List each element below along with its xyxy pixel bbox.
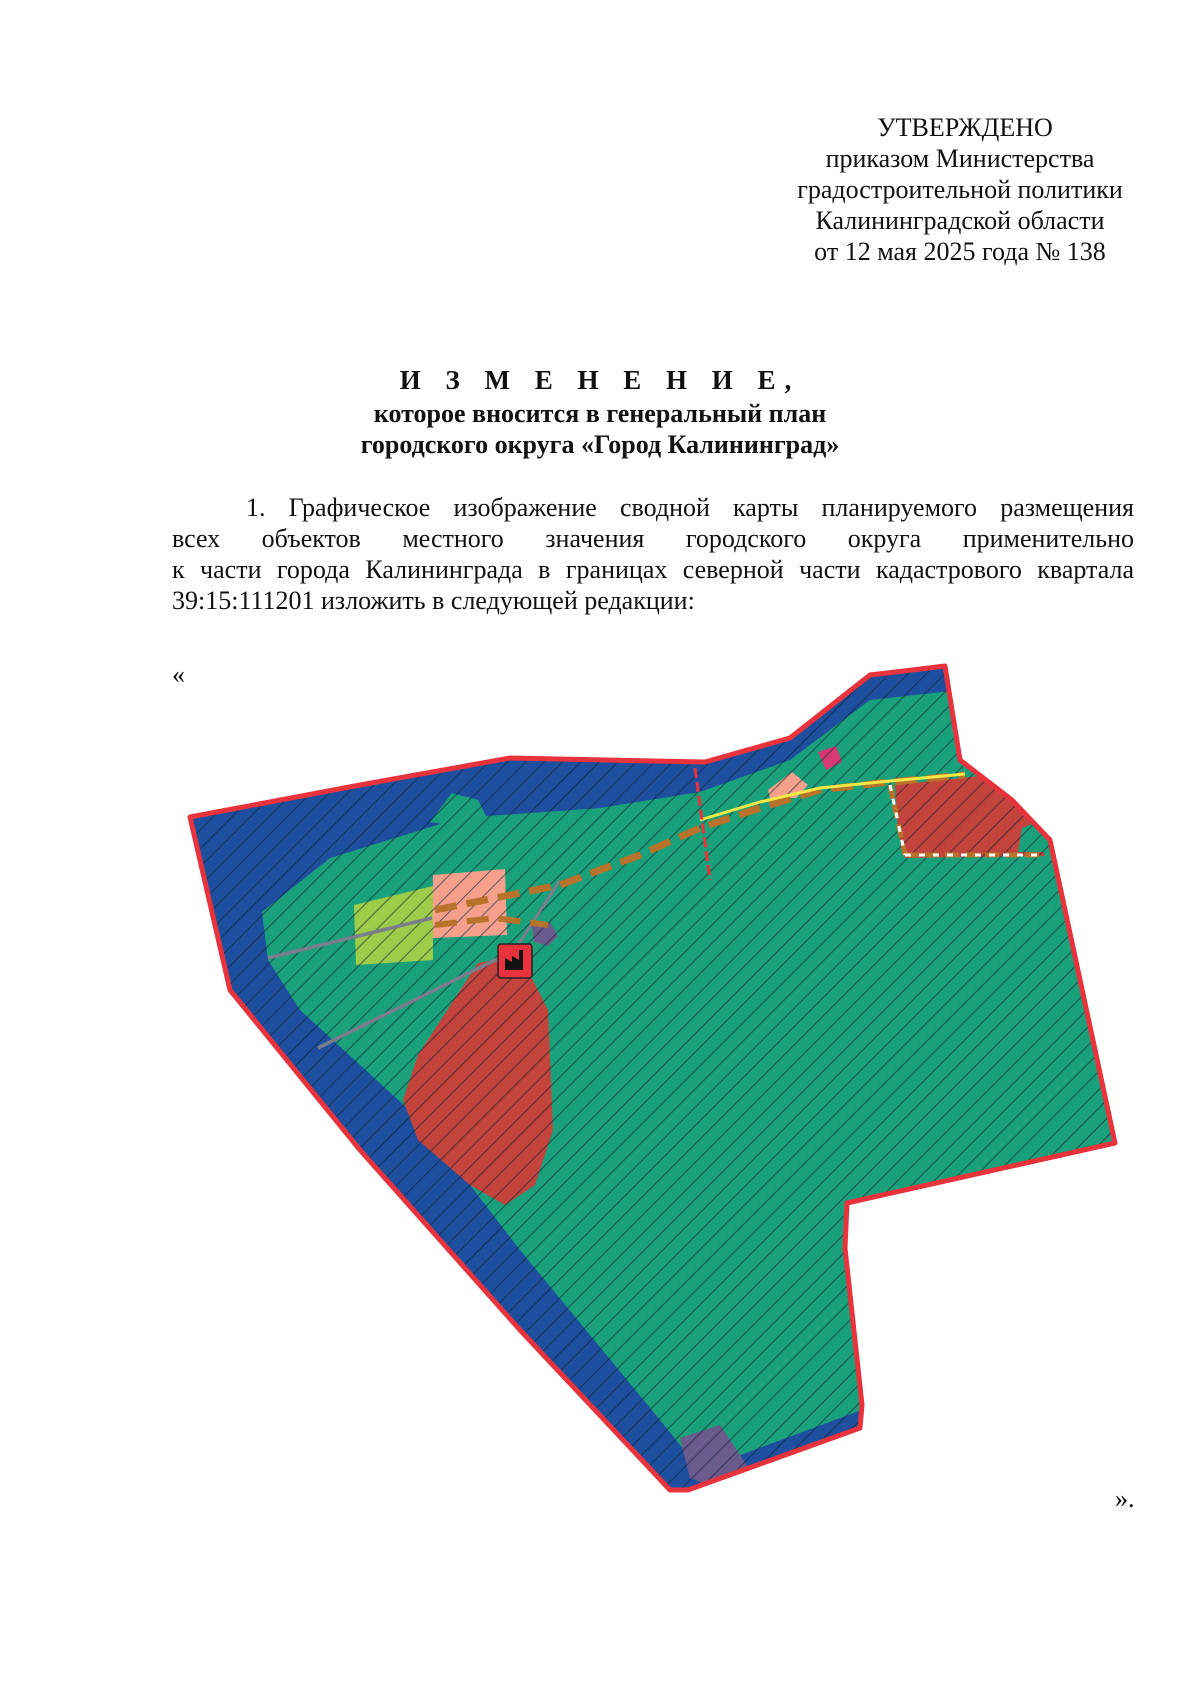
map-hatch-overlay: [0, 600, 1200, 1600]
body-line: к части города Калининграда в границах северной части кадастрового квартала: [172, 555, 1134, 584]
heading-title: И З М Е Н Е Н И Е,: [399, 365, 801, 395]
open-quote: «: [172, 660, 185, 689]
body-line: 1. Графическое изображение сводной карты планируемого размещения: [246, 493, 1134, 522]
body-line: всех объектов местного значения городского округа применительно: [172, 524, 1134, 553]
approval-title: УТВЕРЖДЕНО: [877, 113, 1053, 142]
factory-icon: [498, 944, 532, 978]
approval-line-policy: градостроительной политики: [797, 175, 1123, 204]
approval-line-region: Калининградской области: [815, 206, 1105, 235]
close-quote: ».: [1115, 1484, 1135, 1513]
approval-line-order: приказом Министерства: [825, 144, 1095, 173]
approval-line-date: от 12 мая 2025 года № 138: [814, 237, 1106, 266]
body-line: 39:15:111201 изложить в следующей редакции:: [172, 586, 695, 615]
heading-subtitle-2: городского округа «Город Калининград»: [360, 430, 840, 459]
heading-subtitle-1: которое вносится в генеральный план: [373, 399, 827, 428]
